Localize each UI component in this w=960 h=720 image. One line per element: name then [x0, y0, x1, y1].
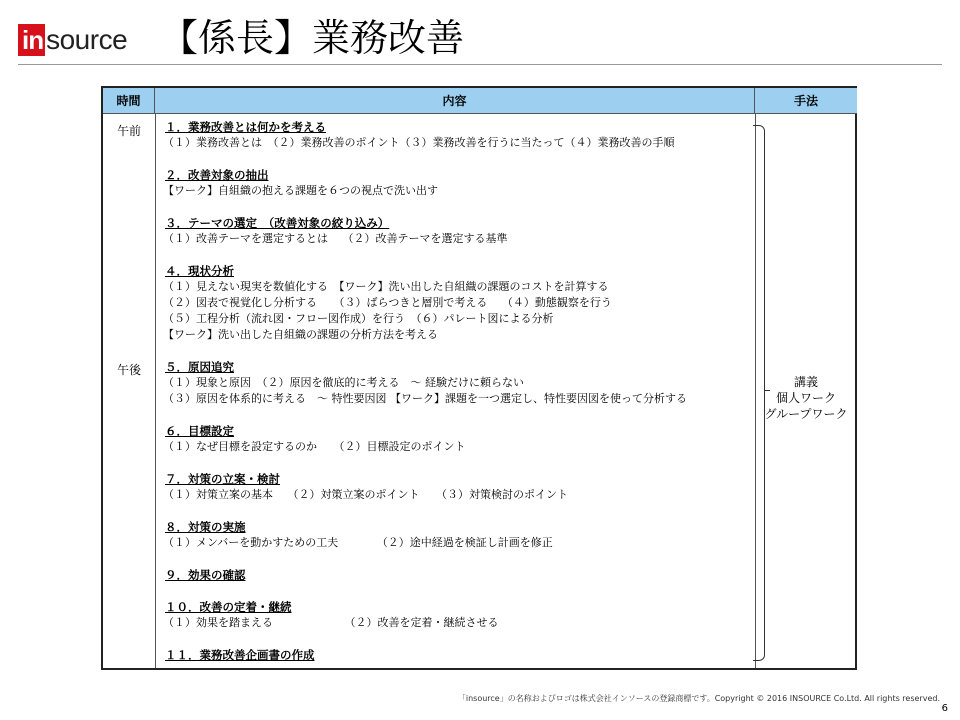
content-sections — [163, 119, 753, 663]
logo-wordmark: source — [46, 24, 128, 55]
insource-logo — [18, 24, 127, 56]
column-header-time: 時間 — [103, 88, 155, 114]
column-header-method: 手法 — [755, 88, 857, 114]
section-title: ７．対策の立案・検討 — [165, 472, 280, 486]
page-number: 6 — [941, 703, 948, 714]
method-item: 講義 — [793, 375, 818, 389]
column-header-content: 内容 — [155, 88, 755, 114]
title-divider — [18, 64, 942, 65]
section-item: 【ワーク】自組織の抱える課題を６つの視点で洗い出す — [163, 184, 438, 197]
content-section — [163, 567, 753, 583]
section-item: （１）なぜ目標を設定するのか （２）目標設定のポイント — [163, 440, 466, 453]
method-item: グループワーク — [764, 407, 848, 421]
content-section — [163, 423, 753, 455]
content-section — [163, 647, 753, 663]
section-item: （１）業務改善とは （２）業務改善のポイント（３）業務改善を行うに当たって（４）業務改善の手順 — [163, 136, 675, 149]
method-list — [755, 374, 857, 422]
section-title: １．業務改善とは何かを考える — [165, 120, 326, 134]
copyright-notice: 「insource」の名称およびロゴは株式会社インソースの登録商標です。Copyright © 2016 INSOURCE Co.Ltd. All rights reserved. — [457, 694, 940, 703]
page-title: 【係長】業務改善 — [160, 16, 465, 60]
content-section — [163, 119, 753, 151]
section-title: ２．改善対象の抽出 — [165, 168, 269, 182]
section-title: ６．目標設定 — [165, 424, 234, 438]
section-item: （１）改善テーマを選定するとは （２）改善テーマを選定する基準 — [163, 232, 508, 245]
column-divider — [155, 114, 156, 668]
section-item: （３）原因を体系的に考える ～ 特性要因図 【ワーク】課題を一つ選定し、特性要因図を使って分析する — [163, 392, 687, 405]
curriculum-table — [101, 86, 857, 670]
time-label-pm: 午後 — [116, 363, 141, 377]
time-label-am: 午前 — [116, 124, 141, 138]
content-section — [163, 471, 753, 503]
section-item: （１）現象と原因 （２）原因を徹底的に考える ～ 経験だけに頼らない — [163, 376, 524, 389]
content-section — [163, 263, 753, 343]
content-section — [163, 519, 753, 551]
section-item: 【ワーク】洗い出した自組織の課題の分析方法を考える — [163, 328, 438, 341]
section-item: （５）工程分析（流れ図・フロー図作成）を行う （６）パレート図による分析 — [163, 312, 554, 325]
section-title: １１．業務改善企画書の作成 — [165, 648, 315, 662]
section-title: １０．改善の定着・継続 — [165, 600, 292, 614]
content-section — [163, 599, 753, 631]
method-item: 個人ワーク — [775, 391, 836, 405]
section-item: （１）効果を踏まえる （２）改善を定着・継続させる — [163, 616, 499, 629]
section-title: ３．テーマの選定 （改善対象の絞り込み） — [165, 216, 390, 230]
section-title: ５．原因追究 — [165, 360, 234, 374]
section-title: ４．現状分析 — [165, 264, 234, 278]
section-title: ９．効果の確認 — [165, 568, 246, 582]
content-section — [163, 359, 753, 407]
content-section — [163, 215, 753, 247]
content-section — [163, 167, 753, 199]
section-item: （２）図表で視覚化し分析する （３）ばらつきと層別で考える （４）動態観察を行う — [163, 296, 612, 309]
section-item: （１）見えない現実を数値化する 【ワーク】洗い出した自組織の課題のコストを計算する — [163, 280, 609, 293]
section-item: （１）対策立案の基本 （２）対策立案のポイント （３）対策検討のポイント — [163, 488, 568, 501]
section-title: ８．対策の実施 — [165, 520, 246, 534]
logo-in-mark: in — [18, 24, 45, 56]
section-item: （１）メンバーを動かすための工夫 （２）途中経過を検証し計画を修正 — [163, 536, 553, 549]
